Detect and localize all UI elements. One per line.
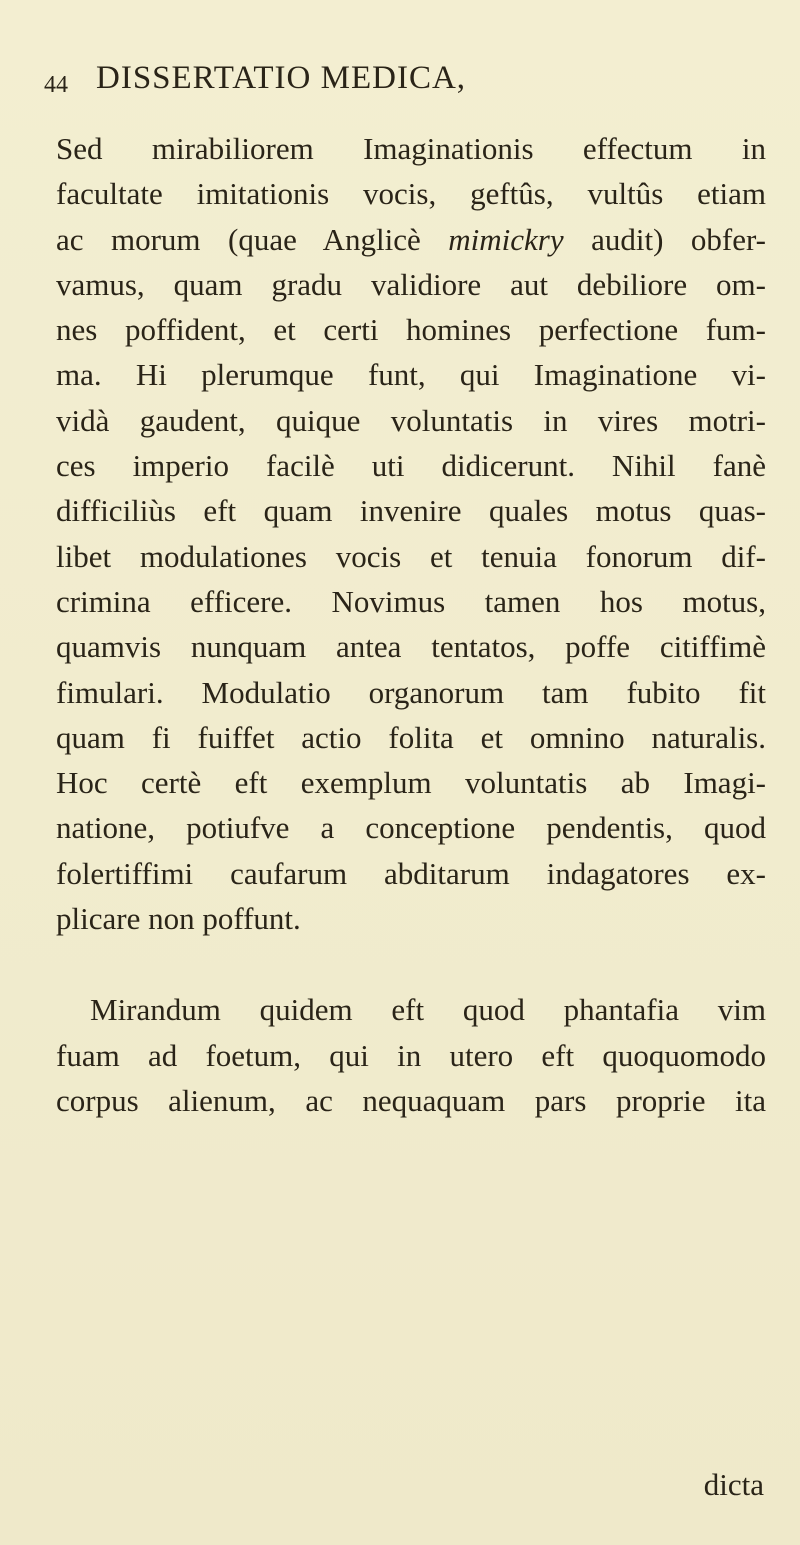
text-line: ces imperio facilè uti didicerunt. Nihil fanè: [56, 448, 766, 484]
text-line: natione, potiufve a conceptione pendentis, quod: [56, 810, 766, 846]
text-line: Sed mirabiliorem Imaginationis effectum in: [56, 131, 766, 166]
text-line: libet modulationes vocis et tenuia fonorum dif-: [56, 538, 766, 574]
text-line: difficiliùs eft quam invenire quales motus quas-: [56, 493, 766, 529]
text-line: fuam ad foetum, qui in utero eft quoquomodo: [56, 1037, 766, 1073]
paragraph-2: [56, 987, 766, 1123]
text-line: Mirandum quidem eft quod phantafia vim: [90, 992, 766, 1028]
text-line: [56, 217, 766, 262]
catchword: dicta: [703, 1467, 764, 1502]
text-line: vidà gaudent, quique voluntatis in vires motri-: [56, 402, 766, 438]
running-head: DISSERTATIO MEDICA,: [96, 60, 467, 96]
text-line: quam fi fuiffet actio folita et omnino naturalis.: [56, 719, 766, 755]
text-line: nes poffident, et certi homines perfectione fum-: [56, 312, 766, 348]
page-number: 44: [44, 72, 68, 98]
text-line: Hoc certè eft exemplum voluntatis ab Imagi-: [56, 765, 766, 801]
text-line: vamus, quam gradu validiore aut debiliore om-: [56, 266, 766, 302]
italic-term: mimickry: [448, 221, 564, 257]
paragraph-1: [56, 126, 766, 941]
text-line: facultate imitationis vocis, geftûs, vultûs etiam: [56, 176, 766, 212]
text-segment: audit) obfer-: [563, 221, 766, 257]
body-text: [56, 126, 766, 1123]
text-line: fimulari. Modulatio organorum tam fubito fit: [56, 674, 766, 710]
text-line: crimina efficere. Novimus tamen hos motus,: [56, 583, 766, 619]
text-line: ma. Hi plerumque funt, qui Imaginatione vi-: [56, 357, 766, 393]
text-line: quamvis nunquam antea tentatos, poffe citiffimè: [56, 629, 766, 665]
text-line: plicare non poffunt.: [56, 901, 301, 937]
page-header: [44, 60, 764, 110]
paragraph-gap: [56, 941, 766, 987]
text-segment: ac morum (quae Anglicè: [56, 221, 449, 257]
text-line: folertiffimi caufarum abditarum indagatores ex-: [56, 855, 766, 891]
text-line: corpus alienum, ac nequaquam pars proprie ita: [56, 1082, 766, 1118]
